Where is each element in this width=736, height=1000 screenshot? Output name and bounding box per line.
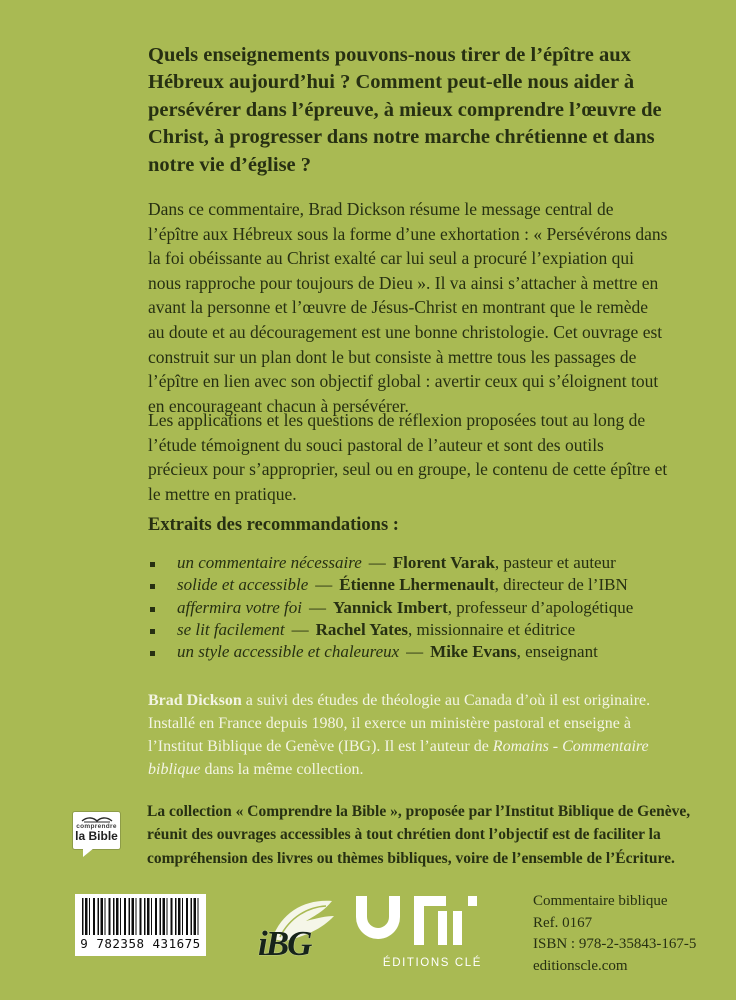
intro-paragraph: Quels enseignements pouvons-nous tirer de l’épître aux Hébreux aujourd’hui ? Comment peut-elle nous aider à persévérer dans l’épreuve, à mieux comprendre l’œuvre de Christ, à progresser dans notre marche chrétienne et dans notre vie d’église ?	[148, 44, 662, 176]
ibg-wordmark: iBG	[258, 924, 311, 963]
recommendation-quote: affermira votre foi	[177, 597, 302, 617]
cle-symbol-bar	[453, 911, 462, 945]
cle-symbol-bar	[414, 896, 424, 945]
recommender-name: Yannick Imbert	[332, 597, 448, 617]
recommender-role: , professeur d’apologétique	[447, 597, 634, 617]
bullet-square-icon	[150, 607, 155, 612]
publication-category: Commentaire biblique	[533, 893, 668, 909]
em-dash: —	[315, 575, 333, 595]
summary-paragraph: Dans ce commentaire, Brad Dickson résume le message central de l’épître aux Hébreux sous la forme d’une exhortation : « Persévérons dans la foi obéissante au Christ exalté car lui seul a procuré l’expiation qui nous rapproche pour toujours de Dieu ». Il va ainsi s’attacher à mettre en avant la personne et l’œuvre de Jésus-Christ en montrant que le remède au doute et au découragement est une bonne christologie. Cet ouvrage est construit sur un plan dont le but consiste à mettre tous les passages de l’épître en lien avec son objectif global : avertir ceux qui s’éloignent tout en encourageant chacun à persévérer.	[148, 199, 668, 416]
speech-bubble-tail	[83, 848, 94, 857]
author-bio-text-end: dans la même collection.	[200, 761, 364, 778]
ibg-logo	[258, 899, 338, 967]
em-dash: —	[406, 642, 424, 662]
recommendation-item	[150, 642, 690, 664]
cle-symbol-bar	[468, 896, 477, 906]
recommendation-item	[150, 598, 690, 620]
collection-logo-line2: la Bible	[75, 829, 118, 843]
recommendations-heading: Extraits des recommandations :	[148, 515, 399, 535]
recommendation-quote: un commentaire nécessaire	[177, 553, 362, 572]
open-book-icon	[80, 814, 114, 823]
barcode-bars	[82, 898, 199, 935]
recommender-role: , enseignant	[516, 642, 598, 662]
em-dash: —	[308, 597, 326, 617]
em-dash: —	[291, 619, 309, 639]
cle-symbol-bar	[438, 911, 447, 945]
applications-paragraph: Les applications et les questions de réflexion proposées tout au long de l’étude témoignent du souci pastoral de l’auteur et sont des outils précieux pour s’approprier, seul ou en groupe, le contenu de cette épître et le mettre en pratique.	[148, 410, 668, 504]
bullet-square-icon	[150, 562, 155, 567]
publisher-website: editionscle.com	[533, 957, 628, 974]
collection-logo-line1: comprendre	[76, 823, 117, 830]
author-name: Brad Dickson	[148, 692, 242, 709]
recommendation-item	[150, 620, 690, 642]
publication-info	[533, 891, 696, 977]
recommender-role: , missionnaire et éditrice	[408, 619, 576, 639]
editions-cle-wordmark: ÉDITIONS CLÉ	[382, 957, 482, 969]
publication-ref: Ref. 0167	[533, 914, 593, 931]
bullet-square-icon	[150, 584, 155, 589]
recommender-name: Mike Evans	[430, 642, 517, 662]
recommendation-quote: se lit facilement	[177, 619, 285, 639]
recommender-name: Étienne Lhermenault	[339, 575, 495, 595]
cle-symbol-horseshoe	[356, 896, 400, 939]
comprendre-la-bible-logo	[73, 812, 120, 849]
recommender-role: , directeur de l’IBN	[494, 575, 628, 595]
author-bio-text: a suivi des études de théologie au Canada d’où il est originaire. Installé en France depuis 1980, il exerce un ministère pastoral et enseigne à l’Institut Biblique de Genève (IBG). Il est l’auteur de	[148, 692, 651, 755]
author-bio	[148, 689, 670, 781]
publication-isbn: ISBN : 978-2-35843-167-5	[533, 936, 697, 953]
barcode-digits: 9 782358 431675	[80, 936, 201, 951]
barcode	[75, 894, 206, 956]
author-book-title: Romains - Commentaire biblique	[148, 738, 649, 778]
recommendation-quote: un style accessible et chaleureux	[177, 642, 400, 662]
recommender-role: , pasteur et auteur	[494, 553, 616, 572]
em-dash: —	[368, 553, 386, 572]
recommender-name: Rachel Yates	[315, 619, 409, 639]
recommender-name: Florent Varak	[392, 553, 495, 572]
recommendation-quote: solide et accessible	[177, 575, 309, 595]
editions-cle-logo	[356, 891, 484, 969]
recommendation-item	[150, 575, 690, 597]
recommendation-item	[150, 553, 690, 575]
collection-description: La collection « Comprendre la Bible », proposée par l’Institut Biblique de Genève, réunit des ouvrages accessibles à tout chrétien dont l’objectif est de faciliter la compréhension des livres ou thèmes bibliques, voire de l’ensemble de l’Écriture.	[147, 803, 691, 867]
recommendations-list	[150, 553, 690, 664]
bullet-square-icon	[150, 629, 155, 634]
cle-key-symbol	[356, 891, 484, 947]
bullet-square-icon	[150, 651, 155, 656]
